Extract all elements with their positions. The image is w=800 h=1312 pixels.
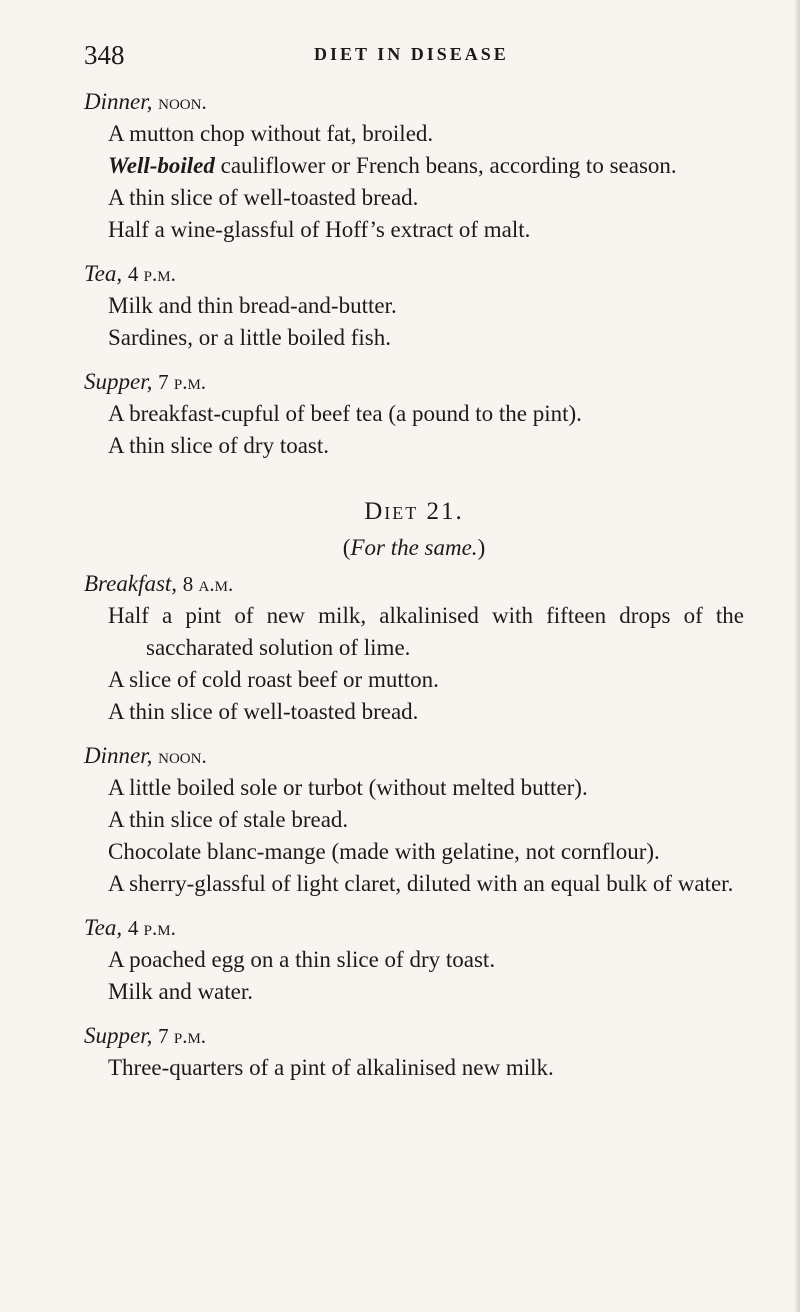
meal-item: Milk and thin bread-and-butter. — [108, 293, 397, 318]
meal-tea — [84, 258, 744, 354]
page-content — [84, 86, 744, 1096]
meal-name: Supper, — [84, 369, 153, 394]
meal-item: A little boiled sole or turbot (without melted butter). — [108, 775, 588, 800]
meal-tea — [84, 912, 744, 1008]
meal-supper — [84, 1020, 744, 1084]
meal-item: A thin slice of stale bread. — [108, 807, 349, 832]
meal-time: 7 p.m. — [158, 370, 207, 394]
meal-item: Sardines, or a little boiled fish. — [108, 325, 391, 350]
meal-item: A thin slice of well-toasted bread. — [108, 185, 419, 210]
meal-dinner — [84, 740, 744, 900]
meal-item: Milk and water. — [108, 979, 253, 1004]
meal-name: Dinner, — [84, 743, 153, 768]
item-text: cauliflower or French beans, according to season. — [214, 153, 677, 178]
meal-time: noon. — [158, 90, 207, 114]
meal-item: Half a wine-glassful of Hoff’s extract of malt. — [108, 217, 531, 242]
meal-heading — [84, 912, 744, 944]
meal-name: Dinner, — [84, 89, 153, 114]
meal-item: A thin slice of dry toast. — [108, 433, 330, 458]
running-head — [84, 40, 744, 74]
meal-item: Half a pint of new milk, alkalinised with fifteen drops of the saccharated solution of lime. — [108, 603, 744, 660]
meal-supper — [84, 366, 744, 462]
diet-subtitle — [84, 532, 744, 564]
page-number: 348 — [84, 40, 125, 70]
page-edge-shadow — [794, 0, 800, 1312]
meal-time: 4 p.m. — [127, 916, 176, 940]
meal-name: Breakfast, — [84, 571, 178, 596]
meal-item: A breakfast-cupful of beef tea (a pound to the pint). — [108, 401, 582, 426]
meal-name: Tea, — [84, 915, 123, 940]
meal-heading — [84, 1020, 744, 1052]
meal-item: A mutton chop without fat, broiled. — [108, 121, 434, 146]
meal-name: Tea, — [84, 261, 123, 286]
meal-heading — [84, 568, 744, 600]
meal-item — [84, 150, 744, 182]
meal-item: A thin slice of well-toasted bread. — [108, 699, 419, 724]
meal-heading — [84, 258, 744, 290]
subtitle-text: For the same. — [350, 535, 478, 560]
meal-item: Chocolate blanc-mange (made with gelatine, not cornflour). — [108, 839, 660, 864]
meal-time: 7 p.m. — [158, 1024, 207, 1048]
meal-item: A sherry-glassful of light claret, diluted with an equal bulk of water. — [108, 871, 734, 896]
diet-title: Diet 21. — [364, 498, 464, 525]
meal-heading — [84, 86, 744, 118]
meal-time: 8 a.m. — [182, 572, 234, 596]
meal-time: 4 p.m. — [127, 262, 176, 286]
subtitle-paren-close: ) — [477, 535, 486, 560]
meal-heading — [84, 740, 744, 772]
meal-time: noon. — [158, 744, 207, 768]
meal-dinner — [84, 86, 744, 246]
meal-item: A poached egg on a thin slice of dry toast. — [108, 947, 496, 972]
meal-item: Three-quarters of a pint of alkalinised new milk. — [108, 1055, 554, 1080]
subtitle-paren-open: ( — [342, 535, 351, 560]
emphasis-text: Well-boiled — [108, 153, 215, 178]
meal-name: Supper, — [84, 1023, 153, 1048]
running-title: DIET IN DISEASE — [314, 44, 509, 64]
meal-breakfast — [84, 568, 744, 728]
meal-item: A slice of cold roast beef or mutton. — [108, 667, 439, 692]
meal-heading — [84, 366, 744, 398]
